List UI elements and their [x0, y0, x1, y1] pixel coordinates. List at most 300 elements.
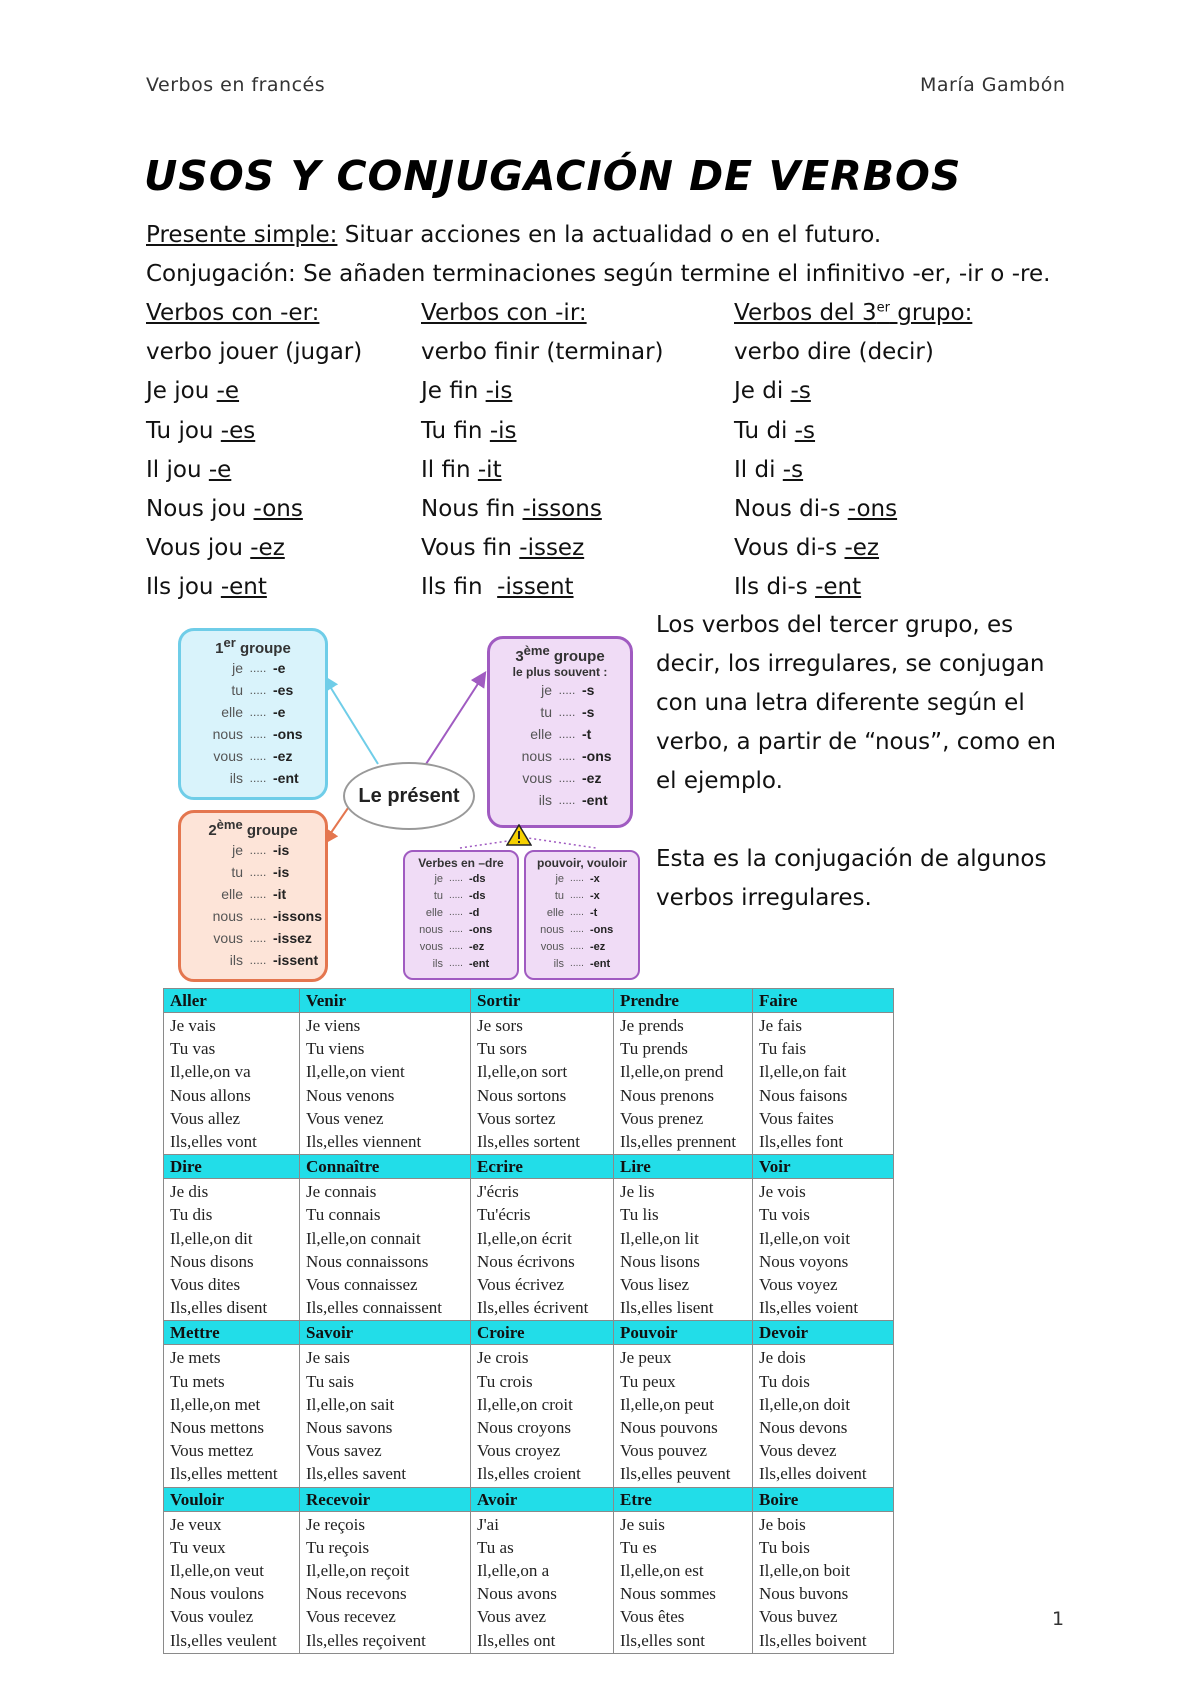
verb-form: Ils,elles ont	[477, 1630, 556, 1650]
conj-row-ir	[421, 574, 664, 613]
verb-form: Nous venons	[306, 1085, 395, 1105]
verb-form: Ils,elles viennent	[306, 1132, 422, 1152]
conj-stem: Vous di-s	[734, 535, 845, 562]
pronoun: nous	[419, 923, 443, 936]
verb-form: Ils,elles sortent	[477, 1132, 580, 1152]
conj-row-er	[146, 418, 362, 457]
verb-form: Je peux	[620, 1348, 672, 1368]
verb-forms-cell	[471, 1345, 614, 1487]
present-tense-diagram	[178, 628, 638, 980]
group-1-row	[181, 767, 325, 789]
verb-forms-cell	[753, 1345, 894, 1487]
verb-form: Il,elle,on a	[477, 1561, 550, 1581]
verb-form: Vous connaissez	[306, 1275, 418, 1295]
verb-header: Avoir	[471, 1487, 614, 1511]
conj-ending: -e	[208, 456, 232, 483]
verb-form: Je dis	[170, 1182, 209, 1202]
conj-row-ir	[421, 378, 664, 417]
verbes-dre-row	[405, 955, 517, 972]
verb-form: J'écris	[477, 1182, 519, 1202]
verb-forms-cell	[614, 1013, 753, 1155]
group-2-row	[181, 905, 325, 927]
verb-form: Nous recevons	[306, 1584, 407, 1604]
pronoun: tu	[231, 682, 243, 698]
verb-form: Vous prenez	[620, 1108, 704, 1128]
verb-form: Vous mettez	[170, 1441, 254, 1461]
ending: -ez	[582, 770, 602, 786]
ending: -is	[273, 864, 290, 880]
verb-form: Vous croyez	[477, 1441, 561, 1461]
ending: -ons	[590, 923, 614, 936]
ending: -x	[590, 889, 600, 902]
verb-form: Je crois	[477, 1348, 529, 1368]
verb-form: Nous pouvons	[620, 1418, 718, 1438]
conjugacion-line: Conjugación: Se añaden terminaciones según termine el infinitivo -er, -ir o -re.	[146, 261, 1051, 287]
group-er-heading: Verbos con -er:	[146, 300, 320, 326]
verb-form: Tu vas	[170, 1039, 216, 1059]
group-third	[734, 300, 972, 614]
group-3-row	[490, 789, 630, 811]
verb-forms-cell	[471, 1179, 614, 1321]
pronoun: elle	[530, 726, 552, 742]
pronoun: vous	[419, 940, 443, 953]
verb-form: Ils,elles croient	[477, 1464, 581, 1484]
verb-form: Je veux	[170, 1514, 222, 1534]
conj-row-third	[734, 418, 972, 457]
group-2-row	[181, 927, 325, 949]
verb-form: Ils,elles veulent	[170, 1630, 277, 1650]
verb-form: Vous dites	[170, 1275, 241, 1295]
verb-form: Vous voulez	[170, 1607, 254, 1627]
group-1-row	[181, 657, 325, 679]
pronoun: nous	[521, 748, 552, 764]
verb-forms-cell	[614, 1511, 753, 1653]
verb-form: Tu crois	[477, 1371, 533, 1391]
conj-stem: Il di	[734, 456, 783, 483]
verb-form: Tu veux	[170, 1537, 226, 1557]
header-right: María Gambón	[920, 74, 1066, 96]
dots: .....	[249, 931, 267, 945]
pronoun: ils	[538, 792, 552, 808]
verb-form: Tu sais	[306, 1371, 355, 1391]
verb-form: J'ai	[477, 1514, 499, 1534]
verb-header-row	[164, 989, 894, 1013]
verb-forms-cell	[300, 1179, 471, 1321]
pronoun: ils	[432, 957, 443, 970]
conj-ending: -es	[220, 417, 256, 444]
conj-ending: -e	[216, 378, 240, 405]
presente-line	[146, 222, 881, 248]
conj-ending: -issent	[497, 574, 574, 601]
verb-form: Tu fais	[759, 1039, 807, 1059]
verb-form: Il,elle,on sort	[477, 1062, 568, 1082]
verb-header: Prendre	[614, 989, 753, 1013]
pronoun: nous	[212, 908, 243, 924]
verb-header: Dire	[164, 1155, 300, 1179]
ending: -ez	[469, 940, 485, 953]
ending: -e	[273, 660, 286, 676]
verb-forms-cell	[614, 1179, 753, 1321]
ending: -x	[590, 872, 600, 885]
page-title: USOS Y CONJUGACIÓN DE VERBOS	[144, 152, 962, 200]
verb-header: Savoir	[300, 1321, 471, 1345]
verb-header-row	[164, 1321, 894, 1345]
ending: -issent	[273, 952, 319, 968]
verb-form: Tu peux	[620, 1371, 676, 1391]
pronoun: vous	[540, 940, 564, 953]
pronoun: tu	[231, 864, 243, 880]
verb-forms-row	[164, 1013, 894, 1155]
ending: -ent	[582, 792, 608, 808]
pronoun: vous	[213, 748, 243, 764]
verb-form: Il,elle,on connait	[306, 1228, 421, 1248]
group-third-heading: Verbos del 3er grupo:	[734, 300, 973, 326]
verb-form: Tu sors	[477, 1039, 527, 1059]
group-2-title: 2ème groupe	[208, 817, 298, 839]
verb-forms-cell	[471, 1013, 614, 1155]
dots: .....	[449, 873, 463, 884]
ending: -es	[273, 682, 294, 698]
pronoun: vous	[522, 770, 552, 786]
verb-header: Devoir	[753, 1321, 894, 1345]
ending: -ons	[273, 726, 303, 742]
verb-form: Il,elle,on vient	[306, 1062, 405, 1082]
verb-form: Nous avons	[477, 1584, 557, 1604]
pronoun: elle	[546, 906, 564, 919]
dots: .....	[249, 705, 267, 719]
ending: -ent	[590, 957, 611, 970]
group-1-title: 1er groupe	[215, 635, 291, 657]
verbes-dre-row	[405, 921, 517, 938]
verb-form: Nous mettons	[170, 1418, 264, 1438]
verb-form: Tu viens	[306, 1039, 365, 1059]
conj-stem: Ils jou	[146, 574, 221, 601]
pronoun: nous	[212, 726, 243, 742]
verb-form: Je sais	[306, 1348, 350, 1368]
verb-form: Tu vois	[759, 1205, 810, 1225]
verb-form: Tu es	[620, 1537, 657, 1557]
pronoun: tu	[540, 704, 552, 720]
verb-forms-cell	[164, 1179, 300, 1321]
verb-header: Pouvoir	[614, 1321, 753, 1345]
verb-form: Vous sortez	[477, 1108, 556, 1128]
pronoun: elle	[221, 886, 243, 902]
ending: -e	[273, 704, 286, 720]
ending: -ons	[469, 923, 493, 936]
group-2-row	[181, 861, 325, 883]
conj-stem: Ils fin	[421, 574, 498, 601]
ending: -is	[273, 842, 290, 858]
verb-header: Croire	[471, 1321, 614, 1345]
group-ir-verb: verbo finir (terminar)	[421, 339, 664, 366]
verbes-dre-row	[405, 938, 517, 955]
ending: -ons	[582, 748, 612, 764]
conj-row-er	[146, 378, 362, 417]
ending: -it	[273, 886, 287, 902]
conj-ending: -s	[794, 417, 816, 444]
conj-ending: -is	[485, 378, 513, 405]
verb-form: Vous devez	[759, 1441, 837, 1461]
conj-ending: -ons	[253, 495, 303, 522]
conj-stem: Je di	[734, 378, 791, 405]
verb-form: Tu dis	[170, 1205, 213, 1225]
verb-form: Tu as	[477, 1537, 514, 1557]
verb-form: Il,elle,on prend	[620, 1062, 724, 1082]
verb-form: Je vais	[170, 1016, 216, 1035]
verb-form: Ils,elles font	[759, 1132, 844, 1152]
verb-header: Recevoir	[300, 1487, 471, 1511]
group-ir-heading: Verbos con -ir:	[421, 300, 587, 326]
verb-form: Ils,elles connaissent	[306, 1298, 442, 1318]
side-paragraph-2: Esta es la conjugación de algunos verbos irregulares.	[656, 846, 1047, 911]
conj-ending: -ent	[815, 574, 862, 601]
verb-form: Ils,elles écrivent	[477, 1298, 589, 1318]
dots: .....	[449, 941, 463, 952]
conj-row-ir	[421, 457, 664, 496]
ending: -issez	[273, 930, 312, 946]
pouvoir-vouloir-row	[526, 938, 638, 955]
verb-form: Tu lis	[620, 1205, 659, 1225]
conj-row-er	[146, 457, 362, 496]
dots: .....	[570, 890, 584, 901]
verb-form: Nous faisons	[759, 1085, 848, 1105]
verb-form: Tu dois	[759, 1371, 810, 1391]
verb-header: Lire	[614, 1155, 753, 1179]
verb-form: Nous écrivons	[477, 1251, 575, 1271]
conj-ending: -issons	[522, 495, 602, 522]
verb-form: Il,elle,on va	[170, 1062, 251, 1082]
verbes-dre-row	[405, 870, 517, 887]
pronoun: je	[434, 872, 443, 885]
verb-form: Nous prenons	[620, 1085, 714, 1105]
verb-forms-row	[164, 1345, 894, 1487]
verb-form: Nous allons	[170, 1085, 251, 1105]
group-third-verb: verbo dire (decir)	[734, 339, 934, 366]
conj-stem: Tu di	[734, 417, 795, 444]
pronoun: je	[232, 660, 243, 676]
ending: -ds	[469, 872, 486, 885]
ending: -ds	[469, 889, 486, 902]
verb-form: Je prends	[620, 1016, 684, 1035]
verb-form: Tu mets	[170, 1371, 225, 1391]
verb-header: Voir	[753, 1155, 894, 1179]
conj-ending: -ent	[220, 574, 267, 601]
pronoun: je	[232, 842, 243, 858]
conj-row-ir	[421, 418, 664, 457]
verb-form: Vous faites	[759, 1108, 834, 1128]
conj-stem: Ils di-s	[734, 574, 816, 601]
pouvoir-vouloir-title: pouvoir, vouloir	[536, 856, 627, 870]
verb-form: Ils,elles voient	[759, 1298, 859, 1318]
dots: .....	[249, 749, 267, 763]
dots: .....	[558, 705, 576, 719]
pouvoir-vouloir-row	[526, 870, 638, 887]
conj-stem: Vous jou	[146, 535, 251, 562]
dots: .....	[558, 727, 576, 741]
verb-header-row	[164, 1487, 894, 1511]
dots: .....	[570, 958, 584, 969]
verb-header: Ecrire	[471, 1155, 614, 1179]
verb-header: Venir	[300, 989, 471, 1013]
verb-header: Mettre	[164, 1321, 300, 1345]
conj-row-er	[146, 574, 362, 613]
verb-form: Ils,elles mettent	[170, 1464, 278, 1484]
pronoun: ils	[229, 952, 243, 968]
verb-forms-cell	[164, 1511, 300, 1653]
dots: .....	[249, 771, 267, 785]
verb-form: Il,elle,on reçoit	[306, 1561, 410, 1581]
conj-row-third	[734, 457, 972, 496]
verb-forms-row	[164, 1511, 894, 1653]
conj-stem: Vous fin	[421, 535, 520, 562]
verb-form: Nous connaissons	[306, 1251, 429, 1271]
pronoun: elle	[221, 704, 243, 720]
presente-text: Situar acciones en la actualidad o en el futuro.	[337, 222, 882, 248]
verb-header: Sortir	[471, 989, 614, 1013]
verb-form: Vous avez	[477, 1607, 547, 1627]
conj-row-third	[734, 378, 972, 417]
dots: .....	[570, 941, 584, 952]
verb-forms-cell	[300, 1511, 471, 1653]
dots: .....	[449, 924, 463, 935]
verb-form: Il,elle,on sait	[306, 1394, 395, 1414]
ending: -ent	[469, 957, 490, 970]
group-1-row	[181, 745, 325, 767]
group-3-box	[487, 636, 633, 828]
pronoun: je	[555, 872, 564, 885]
verb-form: Ils,elles vont	[170, 1132, 257, 1152]
page-number: 1	[1052, 1608, 1065, 1630]
pronoun: ils	[553, 957, 564, 970]
conj-stem: Nous fin	[421, 495, 523, 522]
verb-form: Nous disons	[170, 1251, 254, 1271]
dots: .....	[570, 873, 584, 884]
verb-forms-cell	[471, 1511, 614, 1653]
verbes-dre-title: Verbes en –dre	[418, 856, 504, 870]
verb-header: Boire	[753, 1487, 894, 1511]
verb-header: Aller	[164, 989, 300, 1013]
conj-ending: -is	[489, 417, 517, 444]
conj-ending: -ez	[844, 535, 880, 562]
pouvoir-vouloir-row	[526, 955, 638, 972]
pouvoir-vouloir-row	[526, 904, 638, 921]
verb-form: Je reçois	[306, 1514, 366, 1534]
pronoun: nous	[540, 923, 564, 936]
conj-row-er	[146, 535, 362, 574]
verb-forms-row	[164, 1179, 894, 1321]
verb-form: Il,elle,on veut	[170, 1561, 264, 1581]
ending: -issons	[273, 908, 323, 924]
pronoun: tu	[433, 889, 443, 902]
group-3-subtitle: le plus souvent :	[512, 665, 608, 679]
verb-form: Il,elle,on écrit	[477, 1228, 572, 1248]
verb-form: Nous devons	[759, 1418, 848, 1438]
conj-ending: -issez	[519, 535, 585, 562]
pouvoir-vouloir-box	[524, 850, 640, 980]
verb-form: Nous lisons	[620, 1251, 700, 1271]
ending: -ez	[590, 940, 606, 953]
verb-form: Tu reçois	[306, 1537, 370, 1557]
verb-form: Vous allez	[170, 1108, 241, 1128]
pronoun: tu	[554, 889, 564, 902]
verb-header: Connaître	[300, 1155, 471, 1179]
group-2-row	[181, 949, 325, 971]
verb-form: Il,elle,on croit	[477, 1394, 573, 1414]
ending: -s	[582, 704, 595, 720]
dots: .....	[449, 907, 463, 918]
verb-form: Je vois	[759, 1182, 806, 1202]
verb-header-row	[164, 1155, 894, 1179]
verb-form: Il,elle,on lit	[620, 1228, 699, 1248]
verb-form: Ils,elles prennent	[620, 1132, 737, 1152]
verb-form: Vous voyez	[759, 1275, 838, 1295]
verb-form: Il,elle,on boit	[759, 1561, 851, 1581]
ending: -t	[590, 906, 598, 919]
dots: .....	[249, 727, 267, 741]
verb-forms-cell	[300, 1345, 471, 1487]
dots: .....	[558, 771, 576, 785]
verb-form: Tu'écris	[477, 1205, 531, 1225]
group-er	[146, 300, 362, 614]
pronoun: ils	[229, 770, 243, 786]
dots: .....	[249, 887, 267, 901]
group-3-title: 3ème groupe	[515, 643, 605, 665]
dots: .....	[558, 749, 576, 763]
verb-form: Ils,elles peuvent	[620, 1464, 731, 1484]
verb-form: Je dois	[759, 1348, 806, 1368]
verb-header: Vouloir	[164, 1487, 300, 1511]
verb-form: Je mets	[170, 1348, 221, 1368]
verb-form: Nous savons	[306, 1418, 393, 1438]
verb-form: Nous sortons	[477, 1085, 567, 1105]
verb-header: Etre	[614, 1487, 753, 1511]
pronoun: elle	[425, 906, 443, 919]
verb-form: Il,elle,on peut	[620, 1394, 714, 1414]
conj-ending: -s	[782, 456, 804, 483]
conj-row-third	[734, 535, 972, 574]
verb-form: Il,elle,on doit	[759, 1394, 851, 1414]
verb-form: Je viens	[306, 1016, 361, 1035]
conj-stem: Tu jou	[146, 417, 221, 444]
verb-form: Ils,elles sont	[620, 1630, 705, 1650]
ending: -ez	[273, 748, 293, 764]
conj-ending: -it	[477, 456, 502, 483]
verb-form: Nous croyons	[477, 1418, 571, 1438]
verb-form: Il,elle,on est	[620, 1561, 704, 1581]
dots: .....	[249, 661, 267, 675]
pronoun: je	[541, 682, 552, 698]
conj-ending: -ons	[847, 495, 898, 522]
verb-form: Je fais	[759, 1016, 802, 1035]
group-3-row	[490, 723, 630, 745]
conj-row-er	[146, 496, 362, 535]
verbes-dre-row	[405, 904, 517, 921]
pouvoir-vouloir-row	[526, 921, 638, 938]
conj-stem: Nous jou	[146, 495, 254, 522]
side-paragraph-1: Los verbos del tercer grupo, es decir, los irregulares, se conjugan con una letra diferente según el verbo, a partir de “nous”, como en el ejemplo.	[656, 612, 1056, 794]
verb-form: Il,elle,on met	[170, 1394, 261, 1414]
group-1-row	[181, 701, 325, 723]
verbes-dre-box	[403, 850, 519, 980]
dots: .....	[570, 924, 584, 935]
dots: .....	[249, 865, 267, 879]
group-2-box	[178, 810, 328, 982]
header-left: Verbos en francés	[146, 74, 326, 96]
verb-form: Vous écrivez	[477, 1275, 565, 1295]
verb-form: Je sors	[477, 1016, 523, 1035]
conj-stem: Tu fin	[421, 417, 490, 444]
verb-form: Nous voyons	[759, 1251, 849, 1271]
